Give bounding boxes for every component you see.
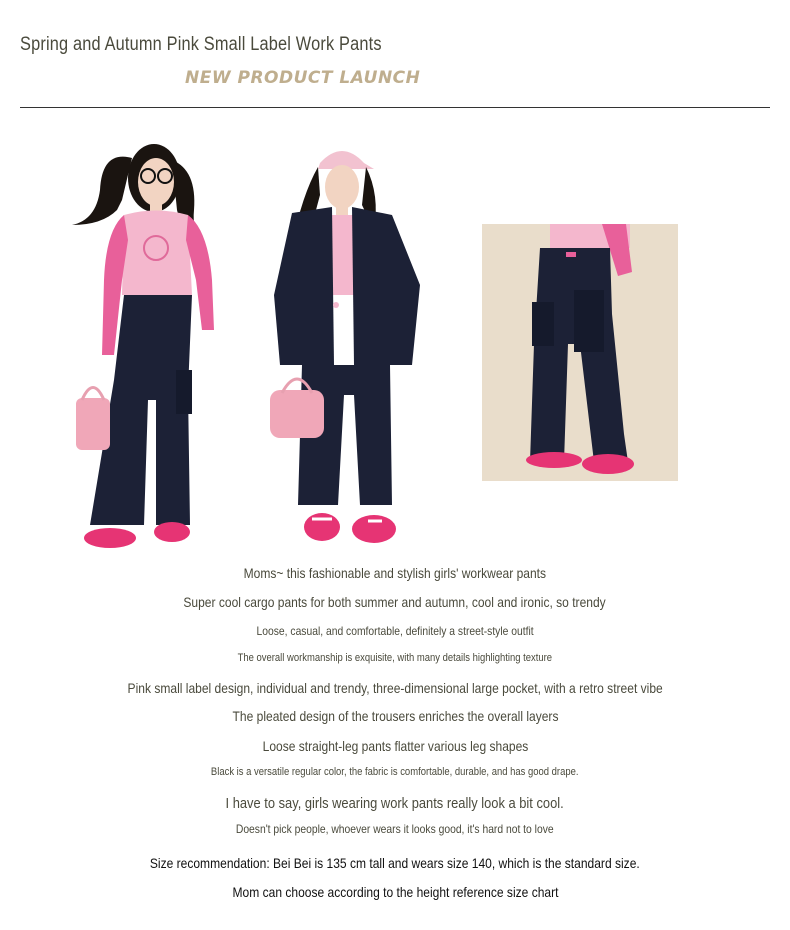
launch-subtitle: NEW PRODUCT LAUNCH [185,68,421,88]
desc-line-7: Loose straight-leg pants flatter various leg shapes [262,738,528,754]
desc-line-3: Loose, casual, and comfortable, definitely a street-style outfit [256,624,534,638]
header-divider [20,107,770,108]
model-navy-jacket-icon [262,135,432,558]
desc-line-10: Doesn't pick people, whoever wears it looks good, it's hard not to love [236,822,554,836]
product-title: Spring and Autumn Pink Small Label Work Pants [20,34,382,55]
desc-line-6: The pleated design of the trousers enriches the overall layers [232,708,558,724]
desc-line-5: Pink small label design, individual and trendy, three-dimensional large pocket, with a retro street vibe [127,680,663,696]
desc-line-9: I have to say, girls wearing work pants really look a bit cool. [225,795,565,812]
desc-line-4: The overall workmanship is exquisite, with many details highlighting texture [237,652,553,664]
model-pink-top-icon [62,130,237,558]
size-chart-note: Mom can choose according to the height reference size chart [232,884,558,900]
model-photo-2 [262,135,432,558]
desc-line-2: Super cool cargo pants for both summer and autumn, cool and ironic, so trendy [183,594,607,610]
desc-line-8: Black is a versatile regular color, the fabric is comfortable, durable, and has good drape. [211,766,579,778]
cargo-pants-detail-icon [482,224,678,481]
model-photo-1 [62,130,237,558]
pants-detail-photo [482,224,678,481]
desc-line-1: Moms~ this fashionable and stylish girls' workwear pants [243,565,547,581]
size-recommendation: Size recommendation: Bei Bei is 135 cm tall and wears size 140, which is the standard size. [150,855,640,871]
